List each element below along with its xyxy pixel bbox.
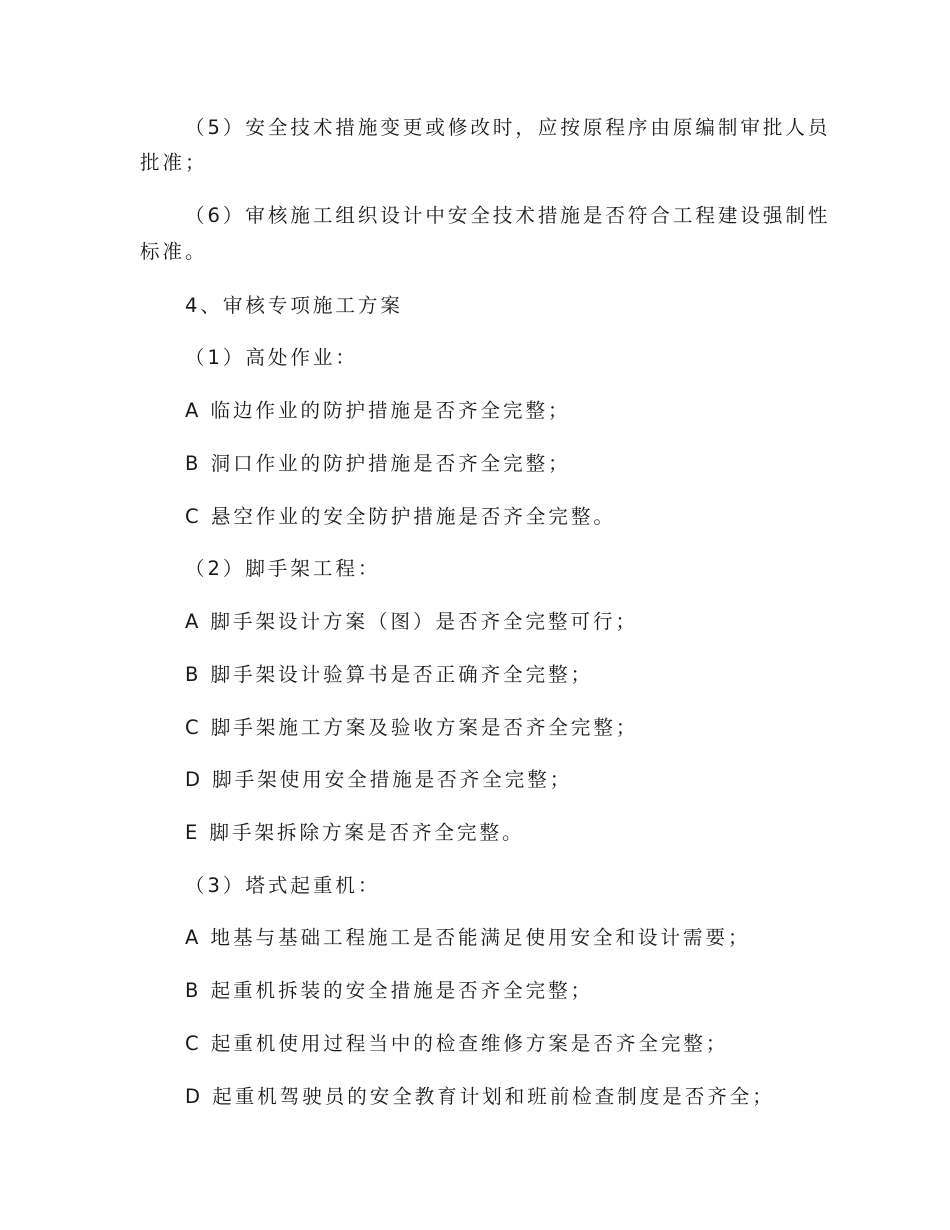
section-heading: 4、审核专项施工方案 (185, 294, 403, 317)
list-item: A 地基与基础工程施工是否能满足使用安全和设计需要； (185, 926, 751, 949)
subsection-heading: （1）高处作业： (185, 346, 358, 369)
list-item: C 悬空作业的安全防护措施是否齐全完整。 (185, 505, 616, 528)
list-item: D 脚手架使用安全措施是否齐全完整； (185, 768, 573, 791)
list-item: B 脚手架设计验算书是否正确齐全完整； (185, 663, 594, 686)
list-item: C 脚手架施工方案及验收方案是否齐全完整； (185, 716, 639, 739)
paragraph-line: （5）安全技术措施变更或修改时，应按原程序由原编制审批人员 (185, 116, 831, 139)
list-item: B 洞口作业的防护措施是否齐全完整； (185, 452, 571, 475)
list-item: C 起重机使用过程当中的检查维修方案是否齐全完整； (185, 1032, 729, 1055)
subsection-heading: （2）脚手架工程： (185, 557, 381, 580)
paragraph-line: 批准； (140, 151, 208, 174)
list-item: D 起重机驾驶员的安全教育计划和班前检查制度是否齐全； (185, 1085, 775, 1108)
list-item: B 起重机拆装的安全措施是否齐全完整； (185, 979, 594, 1002)
paragraph-line: 标准。 (140, 240, 208, 263)
list-item: E 脚手架拆除方案是否齐全完整。 (185, 821, 525, 844)
subsection-heading: （3）塔式起重机： (185, 874, 381, 897)
list-item: A 脚手架设计方案（图）是否齐全完整可行； (185, 610, 639, 633)
paragraph-line: （6）审核施工组织设计中安全技术措施是否符合工程建设强制性 (185, 204, 831, 227)
list-item: A 临边作业的防护措施是否齐全完整； (185, 399, 571, 422)
